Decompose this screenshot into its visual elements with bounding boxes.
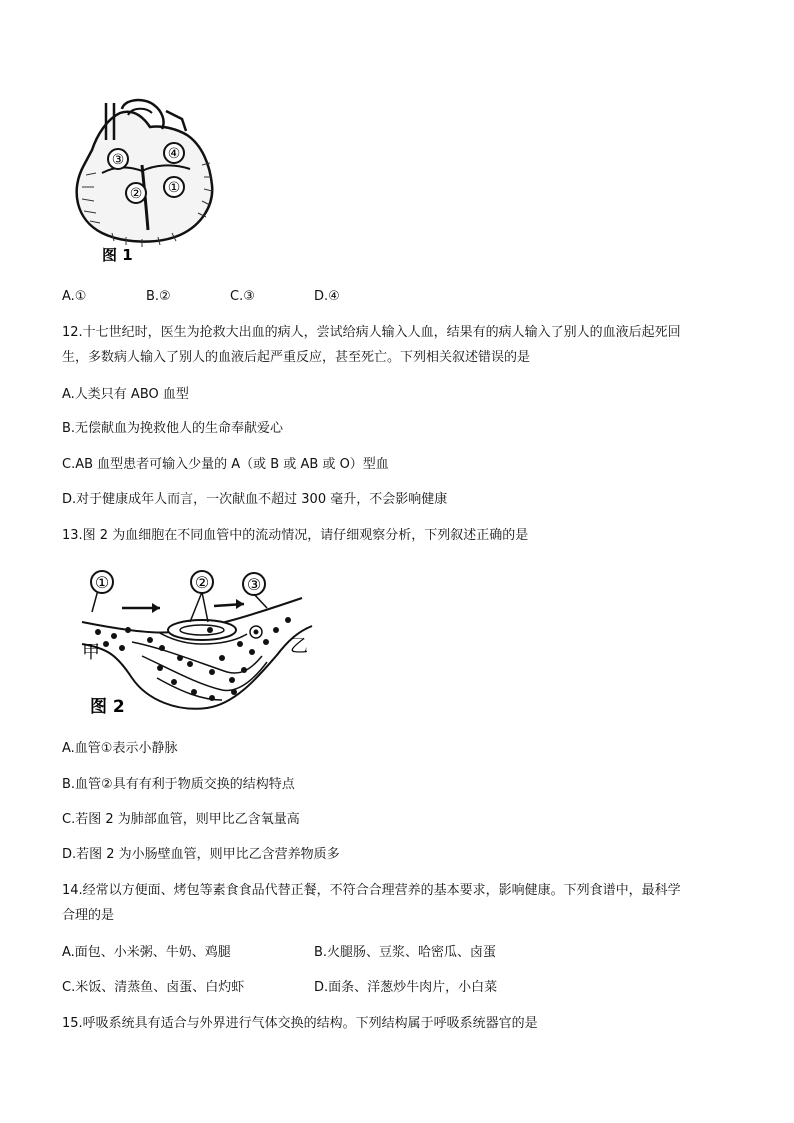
q12-option-a: A.人类只有 ABO 血型 (62, 387, 189, 402)
q13-option-d: D.若图 2 为小肠壁血管，则甲比乙含营养物质多 (62, 847, 340, 862)
q11-option-d: D.④ (314, 289, 340, 304)
q12-stem-line2: 生，多数病人输入了别人的血液后起严重反应，甚至死亡。下列相关叙述错误的是 (62, 350, 531, 365)
vessel-label-1: ① (94, 573, 110, 592)
q11-option-c: C.③ (230, 289, 255, 304)
heart-label-3: ③ (111, 152, 125, 168)
q13-option-a: A.血管①表示小静脉 (62, 741, 178, 756)
blood-vessel-figure (62, 560, 327, 725)
q14-stem-line1: 14.经常以方便面、烤包等素食食品代替正餐，不符合合理营养的基本要求，影响健康。下列食谱中，最科学 (62, 883, 681, 898)
q12-option-d: D.对于健康成年人而言，一次献血不超过 300 毫升，不会影响健康 (62, 492, 448, 507)
q15-stem: 15.呼吸系统具有适合与外界进行气体交换的结构。下列结构属于呼吸系统器官的是 (62, 1016, 538, 1031)
vessel-label-jia: 甲 (82, 642, 100, 663)
q12-stem-line1: 12.十七世纪时，医生为抢救大出血的病人，尝试给病人输入人血，结果有的病人输入了别人的血液后起死回 (62, 325, 681, 340)
heart-diagram (62, 95, 222, 265)
figure2-caption: 图 2 (90, 697, 125, 717)
q14-stem-line2: 合理的是 (62, 908, 115, 923)
q13-option-c: C.若图 2 为肺部血管，则甲比乙含氧量高 (62, 812, 300, 827)
heart-label-2: ② (129, 186, 143, 202)
q14-option-a: A.面包、小米粥、牛奶、鸡腿 (62, 945, 231, 960)
q12-option-c: C.AB 血型患者可输入少量的 A（或 B 或 AB 或 O）型血 (62, 457, 389, 472)
heart-label-4: ④ (167, 146, 181, 162)
vessel-label-3: ③ (246, 575, 262, 594)
blood-vessel-diagram (62, 560, 327, 725)
q14-option-b: B.火腿肠、豆浆、哈密瓜、卤蛋 (314, 945, 497, 960)
vessel-label-yi: 乙 (290, 636, 308, 657)
q12-option-b: B.无偿献血为挽救他人的生命奉献爱心 (62, 421, 284, 436)
figure1-caption: 图 1 (102, 246, 133, 264)
q13-option-b: B.血管②具有有利于物质交换的结构特点 (62, 777, 295, 792)
heart-label-1: ① (167, 180, 181, 196)
q14-option-d: D.面条、洋葱炒牛肉片，小白菜 (314, 980, 498, 995)
q14-option-c: C.米饭、清蒸鱼、卤蛋、白灼虾 (62, 980, 245, 995)
vessel-label-2: ② (194, 573, 210, 592)
q13-stem: 13.图 2 为血细胞在不同血管中的流动情况，请仔细观察分析，下列叙述正确的是 (62, 528, 529, 543)
q11-option-b: B.② (146, 289, 171, 304)
heart-figure (62, 95, 222, 265)
q11-option-a: A.① (62, 289, 87, 304)
